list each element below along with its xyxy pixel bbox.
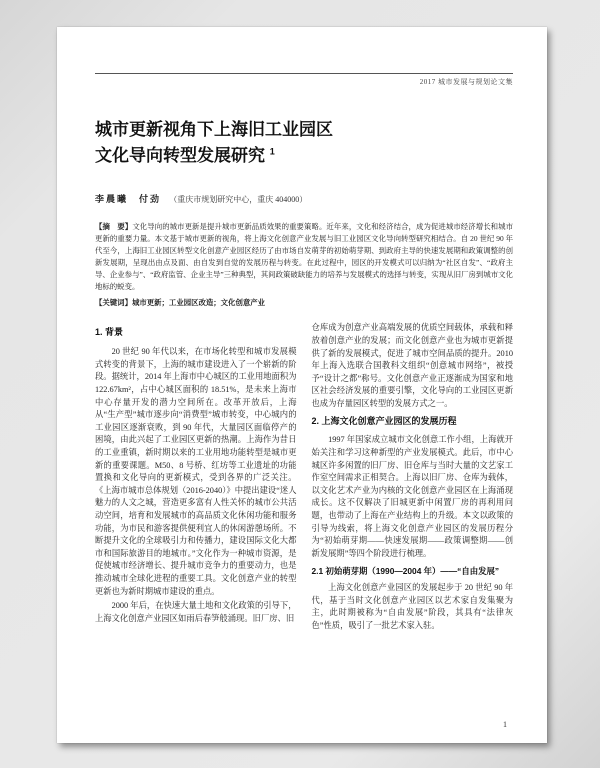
left-paragraph-2: 2000 年后，在快速大量土地和文化政策的引导下，上海文化创意产业园区如雨后春笋般涌现。旧厂房、旧 bbox=[95, 601, 297, 623]
keywords-text: 城市更新；工业园区改造；文化创意产业 bbox=[131, 297, 266, 307]
abstract-text: 文化导向的城市更新是提升城市更新品质效果的重要策略。近年来，文化和经济结合，成为促进城市经济增长和城市更新的重要力量。本文基于城市更新的视角，将上海文化创意产业发展与旧工业园区文化导向转型研究相结合。自 20 世纪 90 年代至今，上海旧工业园区转型文化创意产业园区经历了由市场自发萌芽的初始萌芽期、到政府主导的快速发展期和政策调整的创新发展期，呈现出由点及面、由自发到自觉的发展历程与转变。在此过程中，园区的开发模式可以归纳为“社区自发”、“政府主导、企业参与”、“政府监管、企业主导”三种典型，其间政策破缺能力的培养与发展模式的选择与转变，实现从旧厂房到城市文化地标的蜕变。 bbox=[95, 221, 513, 291]
section-2-1-heading: 2.1 初始萌芽期（1990—2004 年）——“自由发展” bbox=[311, 566, 500, 577]
paper-title bbox=[95, 117, 513, 170]
author-affiliation: （重庆市规划研究中心，重庆 404000） bbox=[169, 194, 308, 204]
right-paragraph-1: 1997 年国家成立城市文化创意工作小组，上海就开始关注和学习这种新型的产业发展模式。此后，市中心城区许多闲置的旧厂房、旧仓库与当时大量的文艺家工作室空间需求正相契合。上海以旧厂房、仓库为载体，以文化艺术产业为内核的文化创意产业园区在上海涌现成长。这不仅解决了旧城更新中闲置厂房的再利用问题，也带动了上海在产业结构上的升级。本文以政策的引导为线索，将上海文化创意产业园区的发展历程分为“初始萌芽期——快速发展期——政策调整期——创新发展期”等四个阶段进行梳理。 bbox=[311, 435, 513, 558]
proceedings-title: 2017 城市发展与规划论文集 bbox=[419, 78, 513, 86]
abstract-paragraph bbox=[95, 221, 513, 293]
left-column bbox=[95, 322, 297, 634]
right-paragraph-continuation: 仓库成为创意产业高端发展的优质空间载体，承载和释放着创意产业的发展；而文化创意产业也为城市更新提供了新的发展模式，促进了城市空间品质的提升。2010 年上海入选联合国教科文组织“创意城市网络”，被授予“设计之都”称号。文化创意产业正逐渐成为国家和地区社会经济发展的重要引擎，文化导向的工业园区更新也成为存量园区转型的发展方式之一。 bbox=[311, 323, 513, 409]
section-2-heading: 2. 上海文化创意产业园区的发展历程 bbox=[311, 415, 457, 426]
page-header bbox=[95, 73, 513, 87]
two-column-body bbox=[95, 322, 513, 634]
author-line bbox=[95, 192, 513, 205]
paper-title-line2: 文化导向转型发展研究 bbox=[95, 146, 265, 166]
author-names: 李晨曦 付劲 bbox=[95, 193, 162, 204]
abstract-label: 【摘 要】 bbox=[95, 221, 133, 231]
keywords-line bbox=[95, 297, 513, 309]
header-rule bbox=[95, 73, 513, 74]
keywords-label: 【关键词】 bbox=[95, 297, 132, 307]
left-paragraph-1: 20 世纪 90 年代以来，在市场化转型和城市发展模式转变的背景下，上海的城市建设进入了一个崭新的阶段。据统计，2014 年上海市中心城区的工业用地面积为 122.67km²，占中心城区面积的 18.51%，是未来上海市中心存量开发的潜力空间所在。改革开放后，上海从“生产型”城市逐步向“消费型”城市转变，中心城内的工业园区逐渐衰败，到 90 年代，大量园区面临停产的困境，由此兴起了工业园区更新的热潮。上海作为昔日的工业重镇，新时期以来的工业用地功能转型是城市更新的重要课题。M50、8 号桥、红坊等工业遗址的功能置换和文化导向的更新模式，受到各界的广泛关注。《上海市城市总体规划（2016-2040）》中提出建设“迷人魅力的人文之城，营造更多富有人性关怀的城市公共活动空间，培育和发展城市的高品质文化休闲功能和服务功能，为市民和游客提供便利宜人的休闲游憩场所。不断提升文化的全球吸引力和传播力，建设国际文化大都市和国际旅游目的地城市。”文化作为一种城市资源，是促使城市经济增长、提升城市竞争力的重要动力，也是推动城市全球化进程的重要工具。文化创意产业的转型更新也为新时期城市建设的重点。 bbox=[95, 347, 297, 596]
page-number: 1 bbox=[503, 720, 507, 729]
title-footnote-mark: 1 bbox=[269, 146, 275, 157]
paper-page bbox=[57, 27, 547, 743]
right-column bbox=[312, 322, 514, 634]
paper-title-line1: 城市更新视角下上海旧工业园区 bbox=[95, 120, 333, 139]
right-paragraph-2: 上海文化创意产业园区的发展起步于 20 世纪 90 年代，基于当时文化创意产业园区以艺术家自发集聚为主，此时期被称为“自由发展”阶段，其具有“法律灰色”性质，吸引了一批艺术家入驻。 bbox=[311, 583, 513, 631]
section-1-heading: 1. 背景 bbox=[95, 327, 124, 338]
